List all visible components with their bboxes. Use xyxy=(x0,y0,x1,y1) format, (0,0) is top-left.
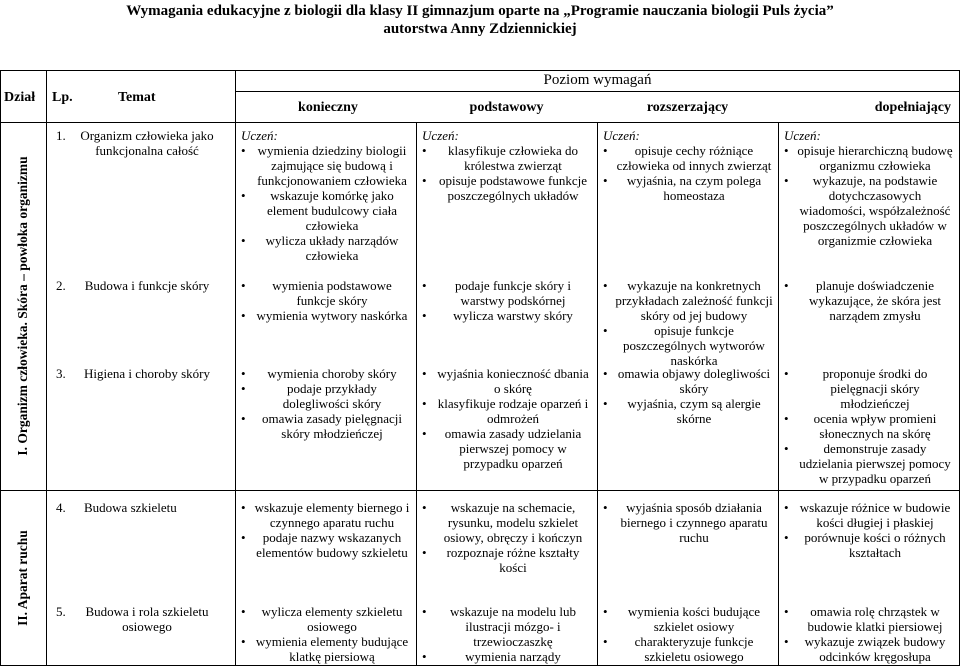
cell-1-rozszerzajacy xyxy=(603,128,773,203)
cell-5-podstawowy xyxy=(422,604,592,664)
list-item: • podaje nazwy wskazanych elementów budowy szkieletu xyxy=(241,530,411,560)
header-level-konieczny: konieczny xyxy=(298,100,358,115)
cell-1-podstawowy xyxy=(422,128,592,203)
uczen-label: Uczeń: xyxy=(241,128,278,143)
table-border xyxy=(0,122,960,123)
list-item: • wymienia dziedziny biologii zajmujące się budową i funkcjonowaniem człowieka xyxy=(241,143,411,188)
lp-2: 2. xyxy=(56,278,66,293)
header-lp: Lp. xyxy=(52,90,73,105)
section-label-1 xyxy=(0,122,46,490)
cell-4-podstawowy xyxy=(422,500,592,575)
list-item: • wskazuje elementy biernego i czynnego aparatu ruchu xyxy=(241,500,411,530)
list-item: • wymienia choroby skóry xyxy=(241,366,411,381)
list-item: • klasyfikuje rodzaje oparzeń i odmrożeń xyxy=(422,396,592,426)
table-border xyxy=(46,70,47,666)
uczen-label: Uczeń: xyxy=(784,128,821,143)
header-poziom-wymagan: Poziom wymagań xyxy=(543,72,652,88)
header-level-podstawowy: podstawowy xyxy=(469,100,544,115)
cell-2-dopelniajacy xyxy=(784,278,954,323)
table-border xyxy=(778,122,779,666)
section-label-1-text: I. Organizm człowieka. Skóra – powłoka organizmu xyxy=(15,156,30,456)
cell-5-dopelniajacy xyxy=(784,604,954,664)
cell-3-rozszerzajacy xyxy=(603,366,773,426)
table-border xyxy=(416,122,417,666)
list-item: • opisuje funkcje poszczególnych wytworów naskórka xyxy=(603,323,773,368)
header-temat: Temat xyxy=(118,90,156,105)
list-item: • planuje doświadczenie wykazujące, że skóra jest narządem zmysłu xyxy=(784,278,954,323)
cell-1-dopelniajacy xyxy=(784,128,954,248)
topic-1: Organizm człowieka jako funkcjonalna całość xyxy=(80,128,214,158)
cell-5-konieczny xyxy=(241,604,411,664)
list-item: • porównuje kości o różnych kształtach xyxy=(784,530,954,560)
list-item: • wykazuje, na podstawie dotychczasowych wiadomości, współzależność poszczególnych układów w organizmie człowieka xyxy=(784,173,954,248)
list-item: • podaje przykłady dolegliwości skóry xyxy=(241,381,411,411)
uczen-label: Uczeń: xyxy=(422,128,459,143)
list-item: • wykazuje na konkretnych przykładach zależność funkcji skóry od jej budowy xyxy=(603,278,773,323)
cell-3-podstawowy xyxy=(422,366,592,471)
list-item: • omawia rolę chrząstek w budowie klatki piersiowej xyxy=(784,604,954,634)
list-item: • wymienia wytwory naskórka xyxy=(241,308,411,323)
list-item: • opisuje cechy różniące człowieka od innych zwierząt xyxy=(603,143,773,173)
topic-2: Budowa i funkcje skóry xyxy=(84,278,210,293)
list-item: • wyjaśnia sposób działania biernego i czynnego aparatu ruchu xyxy=(603,500,773,545)
list-item: • charakteryzuje funkcje szkieletu osiowego xyxy=(603,634,773,664)
list-item: • opisuje podstawowe funkcje poszczególnych układów xyxy=(422,173,592,203)
list-item: • wymienia narządy xyxy=(422,649,592,664)
lp-5: 5. xyxy=(56,604,66,619)
lp-3: 3. xyxy=(56,366,66,381)
cell-2-konieczny xyxy=(241,278,411,323)
list-item: • wylicza warstwy skóry xyxy=(422,308,592,323)
topic-4: Budowa szkieletu xyxy=(84,500,177,515)
cell-1-konieczny xyxy=(241,128,411,263)
list-item: • demonstruje zasady udzielania pierwszej pomocy w przypadku oparzeń xyxy=(784,441,954,486)
list-item: • wyjaśnia konieczność dbania o skórę xyxy=(422,366,592,396)
table-border xyxy=(597,122,598,666)
list-item: • wskazuje na modelu lub ilustracji mózgo- i trzewioczaszkę xyxy=(422,604,592,649)
lp-1: 1. xyxy=(56,128,66,143)
lp-4: 4. xyxy=(56,500,66,515)
cell-2-podstawowy xyxy=(422,278,592,323)
title-line-2: autorstwa Anny Zdziennickiej xyxy=(383,21,577,37)
list-item: • omawia zasady pielęgnacji skóry młodzieńczej xyxy=(241,411,411,441)
list-item: • wskazuje komórkę jako element budulcowy ciała człowieka xyxy=(241,188,411,233)
list-item: • klasyfikuje człowieka do królestwa zwierząt xyxy=(422,143,592,173)
header-level-rozszerzajacy: rozszerzający xyxy=(646,100,729,115)
list-item: • proponuje środki do pielęgnacji skóry młodzieńczej xyxy=(784,366,954,411)
list-item: • wymienia podstawowe funkcje skóry xyxy=(241,278,411,308)
topic-3: Higiena i choroby skóry xyxy=(83,366,210,381)
list-item: • wymienia elementy budujące klatkę piersiową xyxy=(241,634,411,664)
header-dzial: Dział xyxy=(4,90,36,105)
table-border xyxy=(235,70,236,666)
list-item: • wymienia kości budujące szkielet osiowy xyxy=(603,604,773,634)
title-line-1: Wymagania edukacyjne z biologii dla klasy II gimnazjum oparte na „Programie nauczania biologii Puls życia” xyxy=(126,3,834,19)
list-item: • wskazuje różnice w budowie kości długiej i płaskiej xyxy=(784,500,954,530)
list-item: • rozpoznaje różne kształty kości xyxy=(422,545,592,575)
table-border xyxy=(0,70,960,71)
cell-2-rozszerzajacy xyxy=(603,278,773,368)
list-item: • omawia objawy dolegliwości skóry xyxy=(603,366,773,396)
table-border xyxy=(0,490,960,491)
list-item: • wylicza elementy szkieletu osiowego xyxy=(241,604,411,634)
section-label-2 xyxy=(0,490,46,666)
list-item: • wylicza układy narządów człowieka xyxy=(241,233,411,263)
uczen-label: Uczeń: xyxy=(603,128,640,143)
table-border xyxy=(235,91,960,92)
cell-5-rozszerzajacy xyxy=(603,604,773,664)
cell-4-rozszerzajacy xyxy=(603,500,773,545)
header-level-dopelniajacy: dopełniający xyxy=(874,100,951,115)
cell-3-konieczny xyxy=(241,366,411,441)
requirements-table xyxy=(0,70,960,666)
list-item: • ocenia wpływ promieni słonecznych na skórę xyxy=(784,411,954,441)
document-title xyxy=(0,2,960,38)
list-item: • omawia zasady udzielania pierwszej pomocy w przypadku oparzeń xyxy=(422,426,592,471)
cell-4-dopelniajacy xyxy=(784,500,954,560)
section-label-2-text: II. Aparat ruchu xyxy=(15,530,30,626)
list-item: • podaje funkcje skóry i warstwy podskórnej xyxy=(422,278,592,308)
cell-4-konieczny xyxy=(241,500,411,560)
list-item: • wskazuje na schemacie, rysunku, modelu szkielet osiowy, obręczy i kończyn xyxy=(422,500,592,545)
list-item: • wykazuje związek budowy odcinków kręgosłupa xyxy=(784,634,954,664)
cell-3-dopelniajacy xyxy=(784,366,954,486)
list-item: • wyjaśnia, na czym polega homeostaza xyxy=(603,173,773,203)
topic-5: Budowa i rola szkieletu osiowego xyxy=(85,604,209,634)
list-item: • wyjaśnia, czym są alergie skórne xyxy=(603,396,773,426)
list-item: • opisuje hierarchiczną budowę organizmu człowieka xyxy=(784,143,954,173)
